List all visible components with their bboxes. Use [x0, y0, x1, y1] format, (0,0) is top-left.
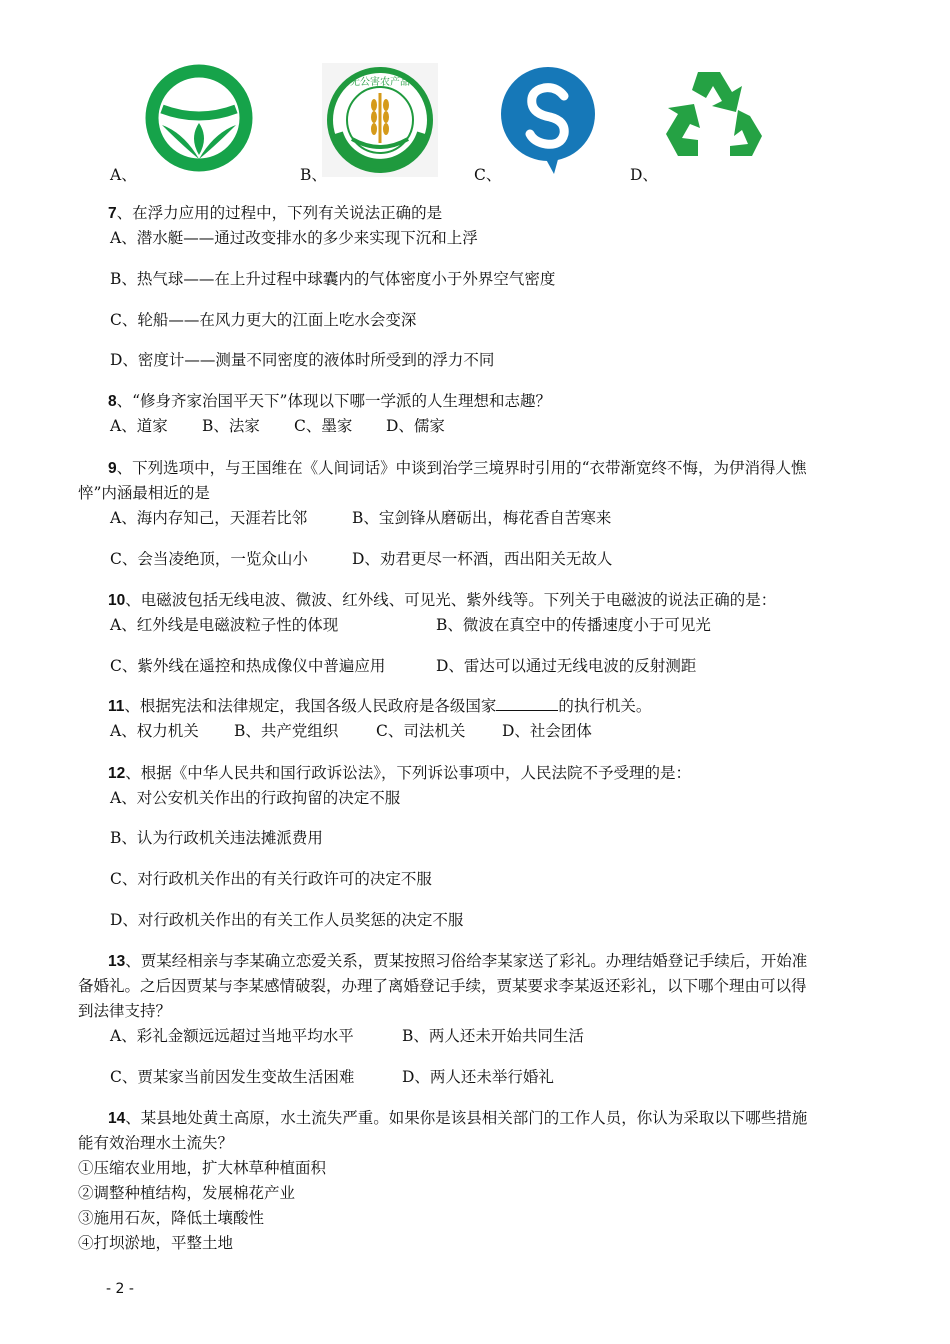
q7-option-b: B、热气球——在上升过程中球囊内的气体密度小于外界空气密度 — [110, 270, 556, 288]
q13-stem-line3: 到法律支持？ — [78, 1002, 172, 1020]
q9-option-d: D、劝君更尽一杯酒，西出阳关无故人 — [352, 550, 613, 568]
green-food-logo-icon — [144, 63, 254, 173]
logo-a-label: A、 — [110, 166, 137, 184]
q10-option-a: A、红外线是电磁波粒子性的体现 — [110, 616, 339, 634]
q11-option-c: C、司法机关 — [376, 722, 466, 740]
q13-option-c: C、贾某家当前因发生变故生活困难 — [110, 1068, 355, 1086]
q8-option-b: B、法家 — [202, 417, 260, 435]
q14-statement-4: ④打坝淤地，平整土地 — [78, 1234, 234, 1252]
q12-option-c: C、对行政机关作出的有关行政许可的决定不服 — [110, 870, 432, 888]
q8-option-c: C、墨家 — [294, 417, 353, 435]
pollution-free-agri-logo-icon — [322, 63, 438, 177]
answer-blank — [496, 696, 558, 711]
q12-stem: 12、根据《中华人民共和国行政诉讼法》，下列诉讼事项中，人民法院不予受理的是： — [108, 764, 692, 782]
q9-option-a: A、海内存知己，天涯若比邻 — [110, 509, 308, 527]
q9-option-b: B、宝剑锋从磨砺出，梅花香自苦寒来 — [352, 509, 612, 527]
q13-option-a: A、彩礼金额远远超过当地平均水平 — [110, 1027, 354, 1045]
agri-logo-text: 无公害农产品 — [350, 77, 410, 88]
logo-d-label: D、 — [630, 166, 658, 184]
q11-option-a: A、权力机关 — [110, 722, 199, 740]
recycle-logo-icon — [658, 64, 770, 174]
q10-option-b: B、微波在真空中的传播速度小于可见光 — [436, 616, 711, 634]
q8-option-d: D、儒家 — [386, 417, 445, 435]
q9-stem-line1: 9、下列选项中，与王国维在《人间词话》中谈到治学三境界时引用的“衣带渐宽终不悔，为伊消得人憔 — [108, 459, 807, 477]
q10-stem: 10、电磁波包括无线电波、微波、红外线、可见光、紫外线等。下列关于电磁波的说法正确的是： — [108, 591, 777, 609]
q8-stem: 8、“修身齐家治国平天下”体现以下哪一学派的人生理想和志趣？ — [108, 392, 551, 410]
q10-option-c: C、紫外线在遥控和热成像仪中普遍应用 — [110, 657, 386, 675]
q12-option-d: D、对行政机关作出的有关工作人员奖惩的决定不服 — [110, 911, 464, 929]
q8-option-a: A、道家 — [110, 417, 168, 435]
q13-stem-line2: 备婚礼。之后因贾某与李某感情破裂，办理了离婚登记手续，贾某要求李某返还彩礼，以下哪个理由可以得 — [78, 977, 807, 995]
q14-stem-line2: 能有效治理水土流失？ — [78, 1134, 234, 1152]
q14-statement-1: ①压缩农业用地，扩大林草种植面积 — [78, 1159, 327, 1177]
q13-option-d: D、两人还未举行婚礼 — [402, 1068, 554, 1086]
q10-option-d: D、雷达可以通过无线电波的反射测距 — [436, 657, 697, 675]
q12-option-b: B、认为行政机关违法摊派费用 — [110, 829, 323, 847]
q13-option-b: B、两人还未开始共同生活 — [402, 1027, 584, 1045]
q7-option-a: A、潜水艇——通过改变排水的多少来实现下沉和上浮 — [110, 229, 478, 247]
q9-stem-line2: 悴”内涵最相近的是 — [78, 484, 210, 502]
q7-option-d: D、密度计——测量不同密度的液体时所受到的浮力不同 — [110, 351, 495, 369]
page-number: - 2 - — [106, 1281, 134, 1297]
q7-stem: 7、在浮力应用的过程中，下列有关说法正确的是 — [108, 204, 443, 222]
q11-option-b: B、共产党组织 — [234, 722, 339, 740]
q7-option-c: C、轮船——在风力更大的江面上吃水会变深 — [110, 311, 417, 329]
q11-option-d: D、社会团体 — [502, 722, 592, 740]
q14-statement-2: ②调整种植结构，发展棉花产业 — [78, 1184, 296, 1202]
logo-b-label: B、 — [300, 166, 327, 184]
q14-statement-3: ③施用石灰，降低土壤酸性 — [78, 1209, 265, 1227]
logo-c-label: C、 — [474, 166, 502, 184]
q11-stem: 11、根据宪法和法律规定，我国各级人民政府是各级国家 的执行机关。 — [108, 697, 652, 715]
q9-option-c: C、会当凌绝顶，一览众山小 — [110, 550, 308, 568]
q14-stem-line1: 14、某县地处黄土高原，水土流失严重。如果你是该县相关部门的工作人员，你认为采取以下哪些措施 — [108, 1109, 808, 1127]
q13-stem-line1: 13、贾某经相亲与李某确立恋爱关系，贾某按照习俗给李某家送了彩礼。办理结婚登记手续后，开始准 — [108, 952, 808, 970]
quality-s-logo-icon — [498, 64, 598, 176]
q12-option-a: A、对公安机关作出的行政拘留的决定不服 — [110, 789, 401, 807]
